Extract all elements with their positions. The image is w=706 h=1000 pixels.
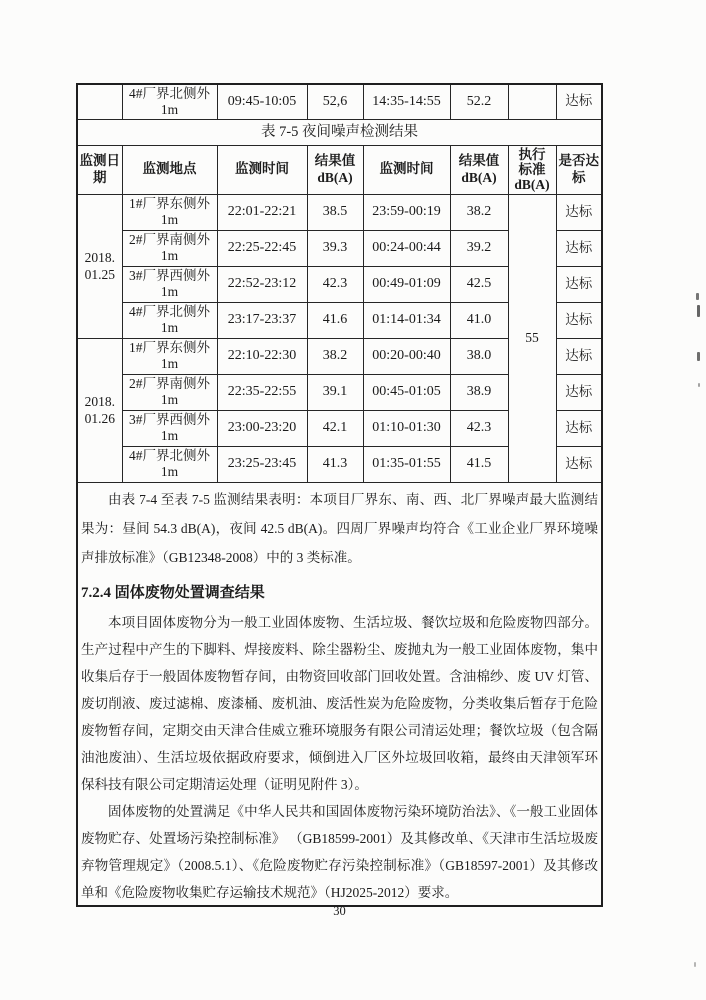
text-line: 保科技有限公司定期清运处理（证明见附件 3）。 xyxy=(81,776,368,792)
status-cell: 达标 xyxy=(556,230,601,266)
time2-cell: 00:45-01:05 xyxy=(363,374,450,410)
value2-cell: 38.9 xyxy=(450,374,508,410)
text-line: 本项目固体废物分为一般工业固体废物、生活垃圾、餐饮垃圾和危险废物四部分。 xyxy=(108,614,598,630)
header-standard-line1: 执行 xyxy=(518,147,546,162)
paragraph-solid-waste xyxy=(81,609,598,798)
scan-artifact xyxy=(696,293,699,300)
location-unit: 1m xyxy=(160,284,179,299)
value2-cell: 38.0 xyxy=(450,338,508,374)
day-value2-cell: 52.2 xyxy=(450,85,508,119)
paragraph-waste-standards xyxy=(81,798,598,906)
time1-cell: 22:25-22:45 xyxy=(217,230,307,266)
location-unit: 1m xyxy=(160,428,179,443)
location-unit: 1m xyxy=(160,101,179,117)
header-result1: 结果值 dB(A) xyxy=(307,145,363,194)
location-unit: 1m xyxy=(160,212,179,227)
table-caption: 表 7-5 夜间噪声检测结果 xyxy=(78,119,601,145)
scan-artifact xyxy=(698,383,700,387)
location-cell xyxy=(122,302,217,338)
text-line: 固体废物的处置满足《中华人民共和国固体废物污染环境防治法》、《一般工业固体 xyxy=(108,803,598,819)
location-unit: 1m xyxy=(160,392,179,407)
date-line2: 01.25 xyxy=(84,267,115,282)
location-unit: 1m xyxy=(160,248,179,263)
location-cell xyxy=(122,446,217,482)
status-cell: 达标 xyxy=(556,374,601,410)
text-line: 废物暂存间，定期交由天津合佳威立雅环境服务有限公司清运处理；餐饮垃圾（包含隔 xyxy=(81,722,598,738)
time2-cell: 00:20-00:40 xyxy=(363,338,450,374)
value2-cell: 42.5 xyxy=(450,266,508,302)
location-name: 3#厂界西侧外 xyxy=(129,412,210,427)
body-text xyxy=(78,483,601,906)
text-line: 果为：昼间 54.3 dB(A)，夜间 42.5 dB(A)。四周厂界噪声均符合《工业企业厂界环境噪 xyxy=(81,520,598,536)
value2-cell: 38.2 xyxy=(450,194,508,230)
document-content-border xyxy=(76,83,603,907)
value2-cell: 41.0 xyxy=(450,302,508,338)
text-line: 废物贮存、处置场污染控制标准》 （GB18599-2001）及其修改单、《天津市生活垃圾废 xyxy=(81,830,598,846)
day-table-row xyxy=(78,85,601,119)
status-cell: 达标 xyxy=(556,266,601,302)
location-name: 1#厂界东侧外 xyxy=(129,196,210,211)
header-standard xyxy=(508,145,556,194)
day-time1-cell: 09:45-10:05 xyxy=(217,85,307,119)
value1-cell: 42.3 xyxy=(307,266,363,302)
header-compliance: 是否达标 xyxy=(556,145,601,194)
location-cell xyxy=(122,374,217,410)
date-line1: 2018. xyxy=(84,394,115,409)
location-name: 3#厂界西侧外 xyxy=(129,268,210,283)
location-name: 2#厂界南侧外 xyxy=(129,232,210,247)
table-header-row xyxy=(78,145,601,194)
table-row xyxy=(78,194,601,230)
header-location: 监测地点 xyxy=(122,145,217,194)
text-line: 废切削液、废过滤棉、废漆桶、废机油、废活性炭为危险废物，分类收集后暂存于危险 xyxy=(81,695,598,711)
scan-artifact xyxy=(697,352,700,361)
date-cell-0126 xyxy=(78,338,122,482)
location-unit: 1m xyxy=(160,356,179,371)
location-cell xyxy=(122,230,217,266)
header-result2: 结果值 dB(A) xyxy=(450,145,508,194)
text-line: 生产过程中产生的下脚料、焊接废料、除尘器粉尘、废抛丸为一般工业固体废物，集中 xyxy=(81,641,598,657)
scan-artifact xyxy=(694,962,696,967)
time2-cell: 01:35-01:55 xyxy=(363,446,450,482)
table-caption-row xyxy=(78,119,601,145)
section-heading-724: 7.2.4 固体废物处置调查结果 xyxy=(81,584,265,601)
day-location-cell xyxy=(122,85,217,119)
location-unit: 1m xyxy=(160,464,179,479)
date-line2: 01.26 xyxy=(84,411,115,426)
value2-cell: 42.3 xyxy=(450,410,508,446)
location-name: 1#厂界东侧外 xyxy=(129,340,210,355)
location-cell xyxy=(122,266,217,302)
text-line: 声排放标准》（GB12348-2008）中的 3 类标准。 xyxy=(81,549,361,565)
value1-cell: 38.5 xyxy=(307,194,363,230)
status-cell: 达标 xyxy=(556,446,601,482)
page-number: 30 xyxy=(333,904,346,918)
date-cell-0125 xyxy=(78,194,122,338)
location-name: 4#厂界北侧外 xyxy=(129,304,210,319)
time2-cell: 00:49-01:09 xyxy=(363,266,450,302)
paragraph-noise-conclusion xyxy=(81,485,598,572)
location-cell xyxy=(122,194,217,230)
location-name: 4#厂界北侧外 xyxy=(129,85,210,101)
time1-cell: 22:01-22:21 xyxy=(217,194,307,230)
day-status-cell: 达标 xyxy=(556,85,601,119)
text-line: 弃物管理规定》（2008.5.1）、《危险废物贮存污染控制标准》（GB18597-2001）及其修改 xyxy=(81,857,598,873)
header-standard-line2: 标准 xyxy=(518,162,546,177)
text-line: 油池废油）、生活垃圾依据政府要求，倾倒进入厂区外垃圾回收箱，最终由天津领军环 xyxy=(81,749,598,765)
location-name: 4#厂界北侧外 xyxy=(129,448,210,463)
day-standard-cell xyxy=(508,85,556,119)
text-line: 收集后存于一般固体废物暂存间，由物资回收部门回收处置。含油棉纱、废 UV 灯管、 xyxy=(81,668,598,684)
time2-cell: 00:24-00:44 xyxy=(363,230,450,266)
standard-value-cell: 55 xyxy=(508,194,556,482)
day-date-cell xyxy=(78,85,122,119)
value2-cell: 39.2 xyxy=(450,230,508,266)
status-cell: 达标 xyxy=(556,410,601,446)
value2-cell: 41.5 xyxy=(450,446,508,482)
time1-cell: 22:52-23:12 xyxy=(217,266,307,302)
header-standard-line3: dB(A) xyxy=(514,177,550,192)
status-cell: 达标 xyxy=(556,338,601,374)
time2-cell: 01:14-01:34 xyxy=(363,302,450,338)
day-value1-cell: 52,6 xyxy=(307,85,363,119)
location-unit: 1m xyxy=(160,320,179,335)
day-time2-cell: 14:35-14:55 xyxy=(363,85,450,119)
value1-cell: 38.2 xyxy=(307,338,363,374)
value1-cell: 42.1 xyxy=(307,410,363,446)
text-line: 单和《危险废物收集贮存运输技术规范》（HJ2025-2012）要求。 xyxy=(81,884,459,900)
date-line1: 2018. xyxy=(84,250,115,265)
value1-cell: 41.6 xyxy=(307,302,363,338)
status-cell: 达标 xyxy=(556,194,601,230)
text-line: 由表 7-4 至表 7-5 监测结果表明：本项目厂界东、南、西、北厂界噪声最大监测结 xyxy=(108,491,598,507)
value1-cell: 41.3 xyxy=(307,446,363,482)
time2-cell: 01:10-01:30 xyxy=(363,410,450,446)
location-cell xyxy=(122,410,217,446)
value1-cell: 39.3 xyxy=(307,230,363,266)
status-cell: 达标 xyxy=(556,302,601,338)
header-time2: 监测时间 xyxy=(363,145,450,194)
time1-cell: 22:35-22:55 xyxy=(217,374,307,410)
time2-cell: 23:59-00:19 xyxy=(363,194,450,230)
noise-monitoring-table xyxy=(78,85,601,483)
location-cell xyxy=(122,338,217,374)
time1-cell: 23:25-23:45 xyxy=(217,446,307,482)
time1-cell: 23:00-23:20 xyxy=(217,410,307,446)
scan-artifact xyxy=(697,305,700,317)
header-time1: 监测时间 xyxy=(217,145,307,194)
time1-cell: 22:10-22:30 xyxy=(217,338,307,374)
time1-cell: 23:17-23:37 xyxy=(217,302,307,338)
value1-cell: 39.1 xyxy=(307,374,363,410)
header-date: 监测日期 xyxy=(78,145,122,194)
location-name: 2#厂界南侧外 xyxy=(129,376,210,391)
